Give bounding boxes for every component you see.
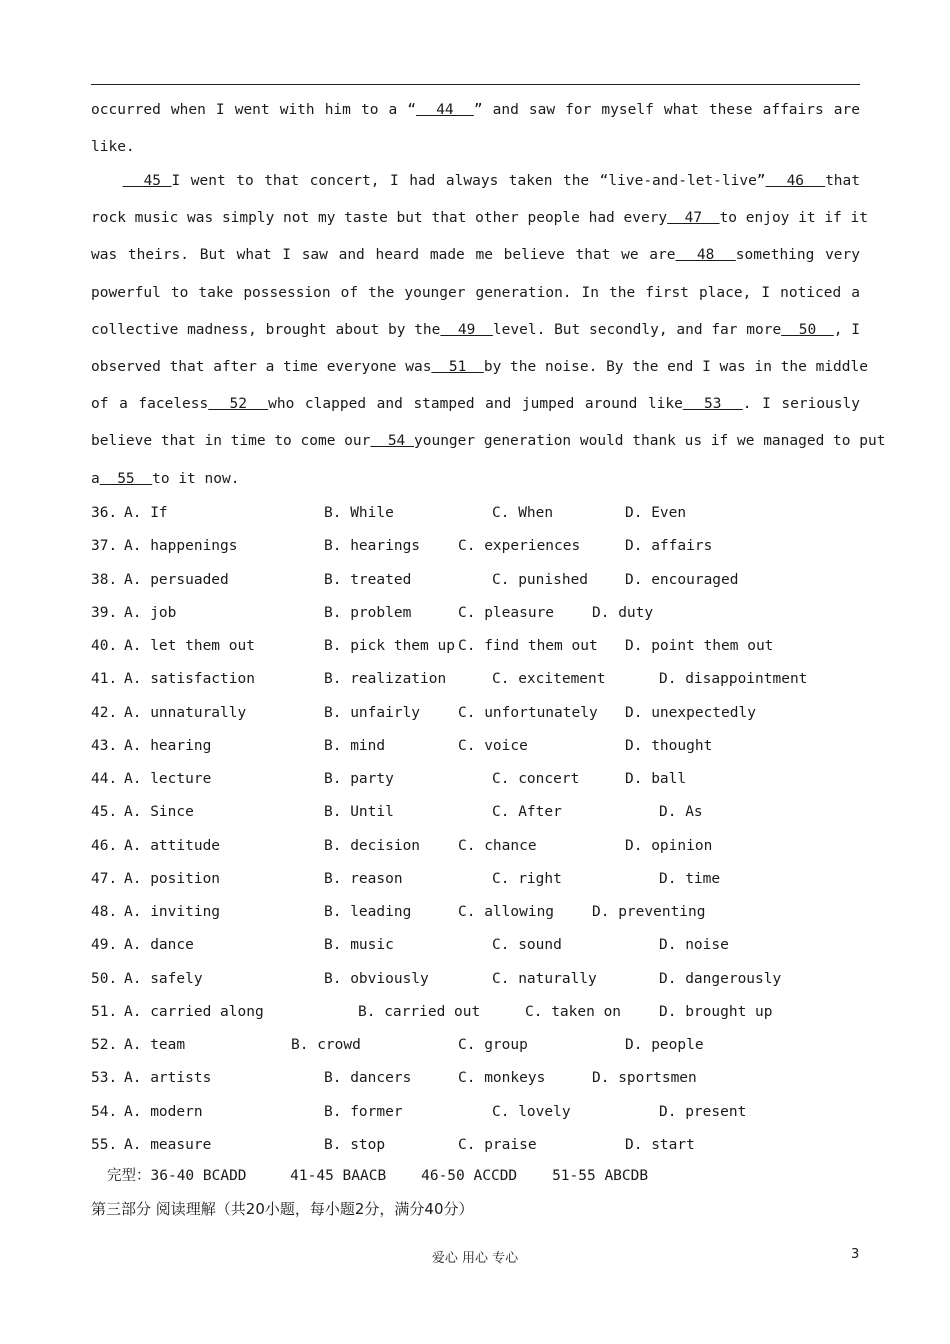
passage-text: occurred when I went with him to a “ — [91, 102, 417, 118]
option-d: D. encouraged — [625, 571, 739, 588]
question-options — [91, 497, 860, 1162]
question-row — [91, 830, 860, 863]
blank-number: 47 — [667, 210, 720, 227]
question-row — [91, 730, 860, 763]
option-b: B. party — [324, 771, 394, 787]
option-d: D. people — [625, 1037, 704, 1053]
question-row — [91, 1129, 860, 1162]
option-b: B. decision — [324, 837, 421, 854]
passage-text: believe that in time to come our — [91, 433, 371, 450]
option-a: A. modern — [124, 1103, 203, 1120]
question-number: 52. — [91, 1037, 118, 1053]
option-d: D. disappointment — [659, 671, 808, 688]
question-row — [91, 1029, 860, 1062]
option-c: C. chance — [458, 837, 537, 854]
passage-line — [91, 461, 860, 498]
question-row — [91, 597, 860, 630]
option-d: D. duty — [592, 604, 654, 621]
option-c: C. experiences — [458, 538, 581, 555]
option-a: A. satisfaction — [124, 671, 255, 688]
question-row — [91, 630, 860, 663]
option-b: B. mind — [324, 737, 386, 754]
passage-text — [91, 173, 123, 189]
option-c: C. right — [492, 870, 562, 887]
passage-text: a — [91, 470, 100, 487]
blank-number: 52 — [208, 396, 269, 413]
passage-text: rock music was simply not my taste but that other people had every — [91, 210, 668, 227]
option-b: B. realization — [324, 671, 447, 688]
page-number: 3 — [851, 1247, 860, 1262]
option-b: B. music — [324, 937, 394, 954]
option-b: B. stop — [324, 1136, 386, 1153]
passage-text: , I — [833, 321, 860, 338]
question-row — [91, 863, 860, 896]
question-row — [91, 564, 860, 597]
option-b: B. former — [324, 1103, 403, 1120]
option-b: B. reason — [324, 870, 403, 887]
option-c: C. sound — [492, 937, 562, 954]
passage-text: level. But secondly, and far more — [492, 321, 782, 338]
question-number: 51. — [91, 1003, 118, 1020]
passage-text: to it now. — [152, 470, 240, 487]
passage-text: powerful to take possession of the younger generation. In the first place, I noticed a — [91, 284, 860, 301]
option-b: B. problem — [324, 604, 412, 621]
passage-text: by the noise. By the end I was in the middle — [483, 359, 868, 376]
option-a: A. position — [124, 870, 221, 887]
option-d: D. start — [625, 1136, 695, 1153]
question-number: 50. — [91, 970, 118, 987]
option-b: B. treated — [324, 571, 412, 588]
option-c: C. pleasure — [458, 604, 555, 621]
option-c: C. allowing — [458, 904, 555, 920]
option-b: B. Until — [324, 804, 394, 821]
option-a: A. dance — [124, 937, 194, 954]
option-a: A. lecture — [124, 771, 212, 787]
passage-text: like. — [91, 139, 135, 156]
question-row — [91, 796, 860, 829]
question-number: 53. — [91, 1070, 118, 1087]
question-number: 40. — [91, 638, 118, 654]
option-b: B. hearings — [324, 538, 421, 555]
option-d: D. opinion — [625, 837, 713, 854]
question-row — [91, 497, 860, 530]
passage-line — [91, 92, 860, 129]
option-b: B. crowd — [291, 1037, 361, 1053]
question-row — [91, 896, 860, 929]
passage-text: was theirs. But what I saw and heard made me believe that we are — [91, 247, 676, 264]
question-number: 43. — [91, 737, 118, 754]
passage-line — [91, 423, 886, 460]
answer-key: 完型：36-40 BCADD 41-45 BAACB 46-50 ACCDD 51-55 ABCDB — [107, 1168, 649, 1184]
option-a: A. If — [124, 505, 168, 521]
option-d: D. thought — [625, 737, 713, 754]
option-c: C. group — [458, 1037, 528, 1053]
option-d: D. affairs — [625, 538, 713, 555]
page-footer: 爱心 用心 专心 — [431, 1251, 519, 1266]
passage-paragraph-1 — [91, 92, 860, 166]
option-b: B. obviously — [324, 970, 429, 987]
option-a: A. persuaded — [124, 571, 229, 588]
question-number: 36. — [91, 505, 118, 521]
question-number: 48. — [91, 904, 118, 920]
option-d: D. present — [659, 1103, 747, 1120]
passage-text: observed that after a time everyone was — [91, 359, 432, 376]
option-d: D. brought up — [659, 1003, 773, 1020]
option-a: A. unnaturally — [124, 704, 247, 721]
option-d: D. unexpectedly — [625, 704, 756, 721]
option-d: D. As — [659, 804, 703, 821]
option-d: D. noise — [659, 937, 729, 954]
blank-number: 51 — [431, 359, 484, 376]
option-c: C. concert — [492, 771, 580, 787]
blank-number: 54 — [370, 433, 415, 450]
question-row — [91, 530, 860, 563]
option-a: A. Since — [124, 804, 194, 821]
passage-text: . I seriously — [742, 396, 860, 413]
question-number: 47. — [91, 870, 118, 887]
question-number: 49. — [91, 937, 118, 954]
passage-text: of a faceless — [91, 396, 209, 413]
option-c: C. unfortunately — [458, 704, 598, 721]
blank-number: 46 — [765, 173, 826, 189]
passage-text: that — [825, 173, 860, 189]
option-c: C. naturally — [492, 970, 597, 987]
option-a: A. happenings — [124, 538, 238, 555]
question-number: 46. — [91, 837, 118, 854]
option-d: D. sportsmen — [592, 1070, 697, 1087]
option-c: C. excitement — [492, 671, 606, 688]
option-a: A. safely — [124, 970, 203, 987]
option-a: A. inviting — [124, 904, 221, 920]
option-b: B. dancers — [324, 1070, 412, 1087]
option-b: B. unfairly — [324, 704, 421, 721]
passage-line — [91, 275, 860, 312]
passage-text: ” and saw for myself what these affairs are — [473, 102, 860, 118]
blank-number: 49 — [440, 321, 493, 338]
option-b: B. pick them up — [324, 638, 455, 654]
question-row — [91, 1096, 860, 1129]
question-number: 44. — [91, 771, 118, 787]
question-number: 55. — [91, 1136, 118, 1153]
question-row — [91, 929, 860, 962]
option-c: C. find them out — [458, 638, 598, 654]
passage-line — [91, 237, 860, 274]
passage-line — [91, 386, 860, 423]
passage-paragraph-2 — [91, 163, 886, 498]
passage-line — [91, 163, 860, 200]
option-a: A. attitude — [124, 837, 221, 854]
blank-number: 48 — [675, 247, 736, 264]
passage-text: who clapped and stamped and jumped around like — [268, 396, 683, 413]
section-heading: 第三部分 阅读理解（共20小题，每小题2分，满分40分） — [91, 1200, 474, 1218]
option-b: B. While — [324, 505, 394, 521]
option-a: A. let them out — [124, 638, 255, 654]
option-b: B. carried out — [358, 1003, 481, 1020]
passage-line — [91, 312, 860, 349]
question-number: 38. — [91, 571, 118, 588]
option-c: C. monkeys — [458, 1070, 546, 1087]
passage-line — [91, 349, 868, 386]
header-rule — [91, 84, 860, 85]
option-d: D. point them out — [625, 638, 774, 654]
blank-number: 55 — [99, 470, 153, 487]
question-row — [91, 697, 860, 730]
passage-line — [91, 129, 860, 166]
option-c: C. voice — [458, 737, 528, 754]
question-number: 54. — [91, 1103, 118, 1120]
option-d: D. Even — [625, 505, 687, 521]
question-number: 37. — [91, 538, 118, 555]
option-a: A. job — [124, 604, 177, 621]
option-c: C. praise — [458, 1136, 537, 1153]
question-number: 41. — [91, 671, 118, 688]
question-number: 45. — [91, 804, 118, 821]
question-row — [91, 963, 860, 996]
passage-text: I went to that concert, I had always taken the “live-and-let-live” — [171, 173, 766, 189]
option-a: A. hearing — [124, 737, 212, 754]
question-row — [91, 663, 860, 696]
question-row — [91, 996, 860, 1029]
option-a: A. artists — [124, 1070, 212, 1087]
passage-text: younger generation would thank us if we managed to put — [414, 433, 886, 450]
option-c: C. lovely — [492, 1103, 571, 1120]
option-d: D. dangerously — [659, 970, 782, 987]
passage-line — [91, 200, 868, 237]
passage-text: something very — [735, 247, 860, 264]
blank-number: 50 — [781, 321, 834, 338]
blank-number: 44 — [416, 102, 474, 118]
option-c: C. punished — [492, 571, 589, 588]
question-number: 42. — [91, 704, 118, 721]
option-c: C. taken on — [525, 1003, 622, 1020]
option-d: D. preventing — [592, 904, 706, 920]
question-row — [91, 1062, 860, 1095]
option-a: A. measure — [124, 1136, 212, 1153]
option-b: B. leading — [324, 904, 412, 920]
option-d: D. time — [659, 870, 721, 887]
option-a: A. carried along — [124, 1003, 264, 1020]
blank-number: 45 — [122, 173, 172, 189]
question-row — [91, 763, 860, 796]
passage-text: collective madness, brought about by the — [91, 321, 441, 338]
option-c: C. After — [492, 804, 562, 821]
option-d: D. ball — [625, 771, 687, 787]
option-a: A. team — [124, 1037, 186, 1053]
option-c: C. When — [492, 505, 554, 521]
question-number: 39. — [91, 604, 118, 621]
passage-text: to enjoy it if it — [719, 210, 868, 227]
blank-number: 53 — [682, 396, 743, 413]
